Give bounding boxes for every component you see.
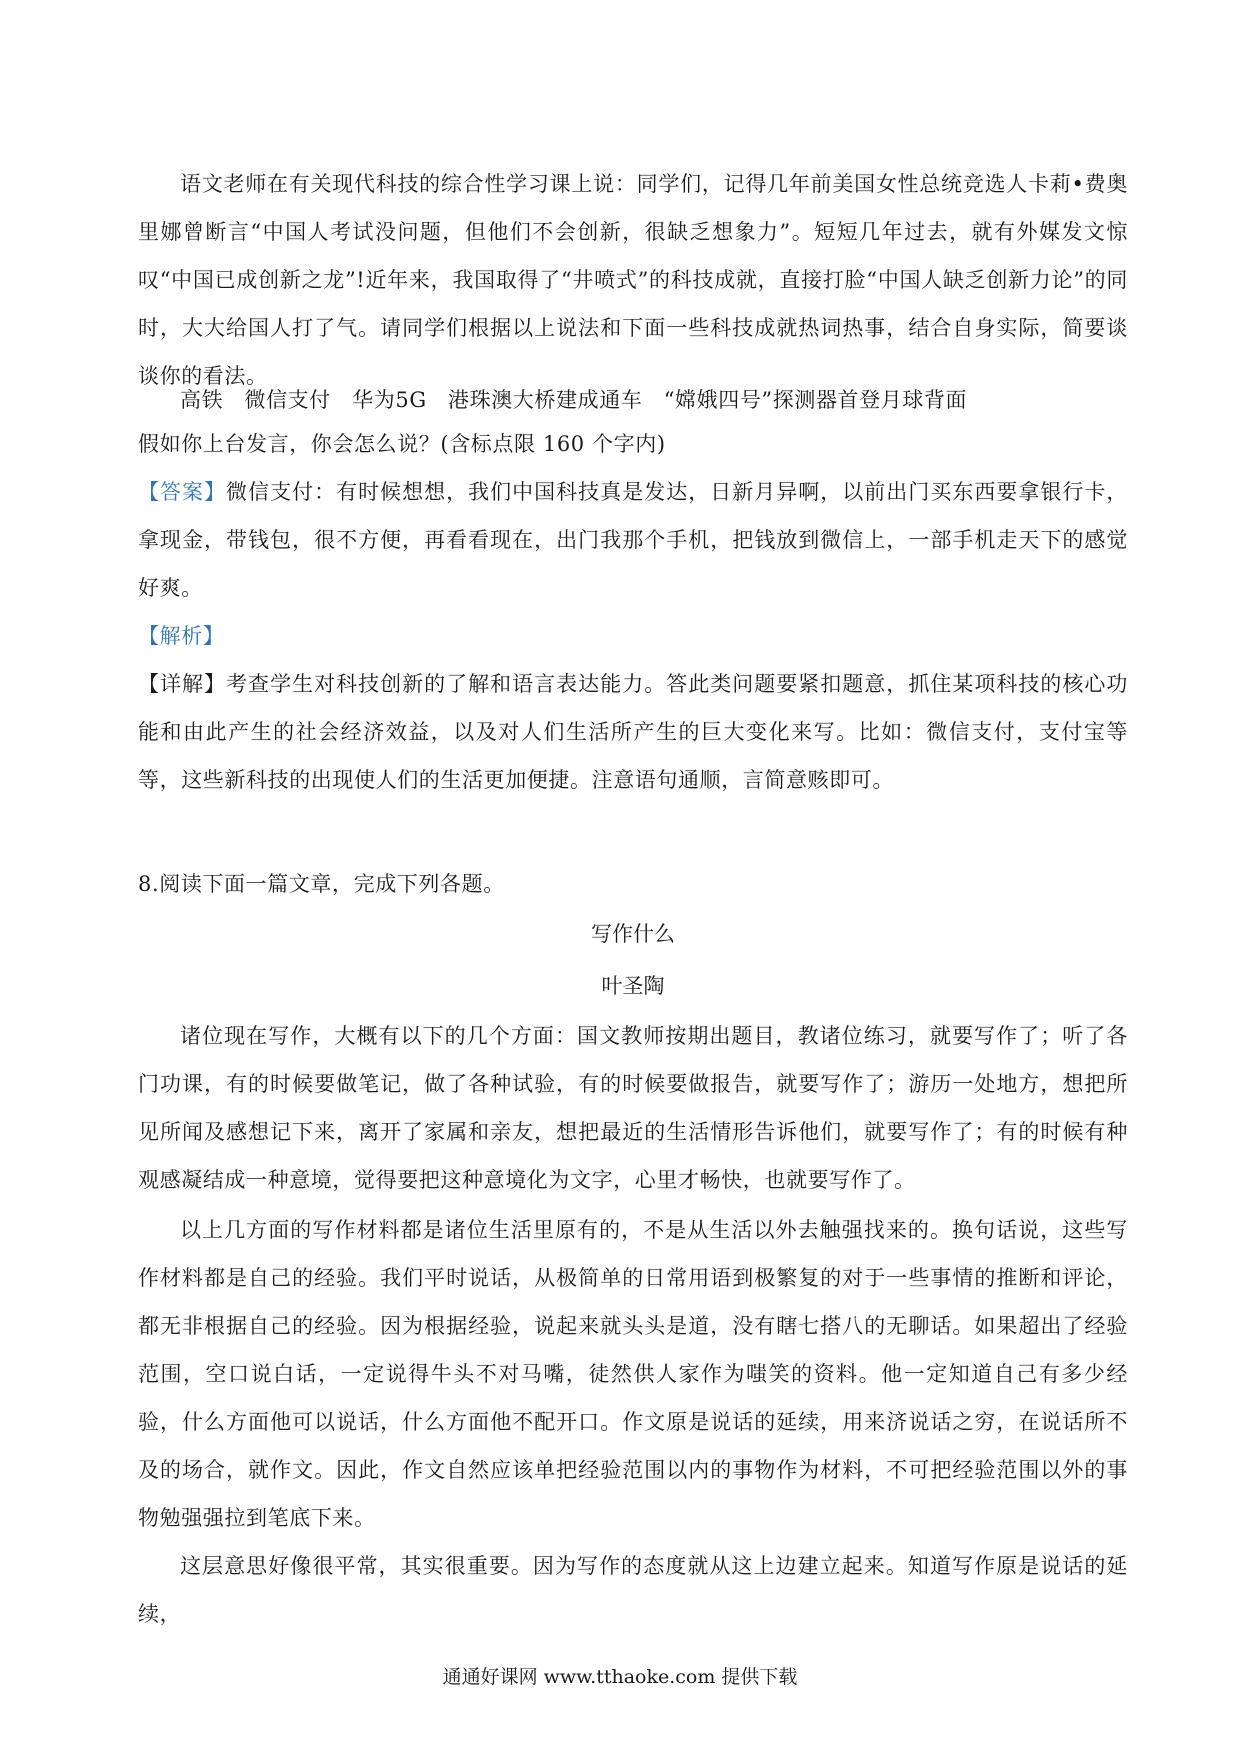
article-paragraph-2: 以上几方面的写作材料都是诸位生活里原有的，不是从生活以外去触强找来的。换句话说，这些写作材料都是自己的经验。我们平时说话，从极简单的日常用语到极繁复的对于一些事情的推断和评论，都无非根据自己的经验。因为根据经验，说起来就头头是道，没有瞎七搭八的无聊话。如果超出了经验范围，空口说白话，一定说得牛头不对马嘴，徒然供人家作为嗤笑的资料。他一定知道自己有多少经验，什么方面他可以说话，什么方面他不配开口。作文原是说话的延续，用来济说话之穷，在说话所不及的场合，就作文。因此，作文自然应该单把经验范围以内的事物作为材料，不可把经验范围以外的事物勉强强拉到笔底下来。 <box>138 1218 1128 1530</box>
q8-heading: 8.阅读下面一篇文章，完成下列各题。 <box>138 872 505 896</box>
article-paragraph-3: 这层意思好像很平常，其实很重要。因为写作的态度就从这上边建立起来。知道写作原是说话的延续， <box>138 1554 1128 1626</box>
keyword: 微信支付 <box>244 388 331 412</box>
article-author: 叶圣陶 <box>601 974 665 998</box>
q7-detail <box>138 660 1128 804</box>
article-paragraph-1: 诸位现在写作，大概有以下的几个方面：国文教师按期出题目，教诸位练习，就要写作了；听了各门功课，有的时候要做笔记，做了各种试验，有的时候要做报告，就要写作了；游历一处地方，想把所见所闻及感想记下来，离开了家属和亲友，想把最近的生活情形告诉他们，就要写作了；有的时候有种观感凝结成一种意境，觉得要把这种意境化为文字，心里才畅快，也就要写作了。 <box>138 1024 1128 1192</box>
analysis-tag: 【解析】 <box>138 624 225 648</box>
page-footer: 通通好课网 www.tthaoke.com 提供下载 <box>442 1666 798 1688</box>
keyword: “嫦娥四号”探测器首登月球背面 <box>663 388 968 412</box>
keyword: 高铁 <box>180 388 224 412</box>
detail-tag: 【详解】 <box>138 672 227 696</box>
q7-answer <box>138 468 1128 612</box>
q7-analysis-tag <box>138 612 1128 660</box>
keyword: 港珠澳大桥建成通车 <box>448 388 643 412</box>
q7-instruction: 假如你上台发言，你会怎么说？(含标点限 160 个字内) <box>138 432 666 456</box>
article-title: 写作什么 <box>591 922 675 946</box>
keyword: 华为5G <box>352 388 427 412</box>
q7-prompt: 语文老师在有关现代科技的综合性学习课上说：同学们，记得几年前美国女性总统竞选人卡莉•费奥里娜曾断言“中国人考试没问题，但他们不会创新，很缺乏想象力”。短短几年过去，就有外媒发文惊叹“中国已成创新之龙”!近年来，我国取得了“井喷式”的科技成就，直接打脸“中国人缺乏创新力论”的同时，大大给国人打了气。请同学们根据以上说法和下面一些科技成就热词热事，结合自身实际，简要谈谈你的看法。 <box>138 172 1128 388</box>
answer-tag: 【答案】 <box>138 480 227 504</box>
q7-keywords <box>138 376 1128 424</box>
answer-text: 微信支付：有时候想想，我们中国科技真是发达，日新月异啊，以前出门买东西要拿银行卡，拿现金，带钱包，很不方便，再看看现在，出门我那个手机，把钱放到微信上，一部手机走天下的感觉好爽。 <box>138 480 1128 600</box>
detail-text: 考查学生对科技创新的了解和语言表达能力。答此类问题要紧扣题意，抓住某项科技的核心功能和由此产生的社会经济效益，以及对人们生活所产生的巨大变化来写。比如：微信支付，支付宝等等，这些新科技的出现使人们的生活更加便捷。注意语句通顺，言简意赅即可。 <box>138 672 1128 792</box>
